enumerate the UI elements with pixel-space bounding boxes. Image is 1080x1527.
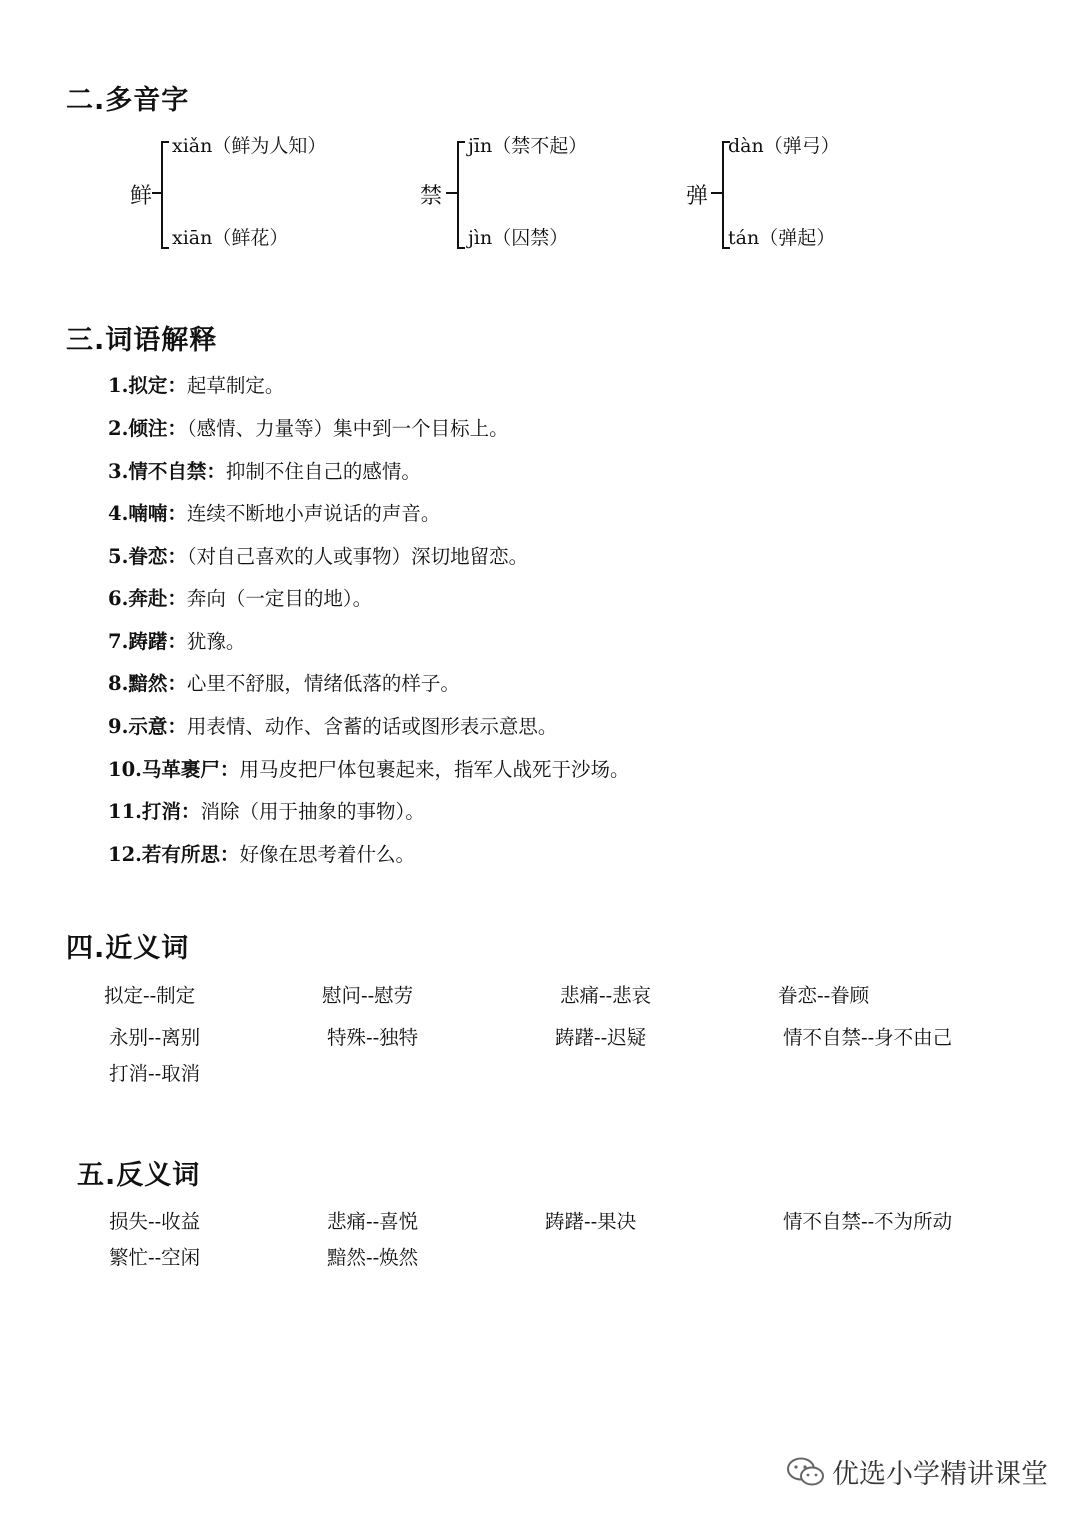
definition-text: 抑制不住自己的感情。 [225,460,421,483]
definition-item [108,754,629,782]
synonym-pair: 踌躇--迟疑 [555,1026,647,1049]
definition-term: 10.马革裹尸： [108,758,240,781]
synonym-pair: 眷恋--眷顾 [778,984,870,1007]
definition-item [108,839,415,867]
polyphone-char: 鲜 [130,184,153,209]
definition-text: 用表情、动作、含蓄的话或图形表示意思。 [186,715,558,738]
definition-text: 犹豫。 [186,630,246,653]
definition-item [108,370,284,398]
definition-text: 消除（用于抽象的事物）。 [200,800,425,823]
synonym-pair: 永别--离别 [109,1026,201,1049]
definition-term: 4.喃喃： [108,502,187,525]
definition-term: 5.眷恋： [108,545,187,568]
definition-text: 连续不断地小声说话的声音。 [186,502,441,525]
synonym-pair: 慰问--慰劳 [322,984,414,1007]
definition-term: 6.奔赴： [108,587,187,610]
definition-term: 9.示意： [108,715,187,738]
polyphone-char: 禁 [420,184,443,209]
polyphone-char: 弹 [686,184,709,209]
definition-item [108,456,421,484]
definition-item [108,796,425,824]
definition-item [108,626,245,654]
synonym-pair: 拟定--制定 [104,984,196,1007]
polyphone-reading-top: jīn（禁不起） [468,135,588,157]
antonym-pair: 踌躇--果决 [545,1210,637,1233]
definition-term: 1.拟定： [108,374,187,397]
watermark-text: 优选小学精讲课堂 [832,1459,1048,1490]
antonym-pair: 悲痛--喜悦 [327,1210,419,1233]
synonym-pair: 打消--取消 [109,1062,201,1085]
section-title-synonyms: 四.近义词 [66,933,190,964]
polyphone-reading-bottom: jìn（囚禁） [468,227,569,249]
definition-term: 8.黯然： [108,672,187,695]
watermark [786,1452,1048,1495]
antonym-pair: 繁忙--空闲 [109,1246,201,1269]
definition-text: 奔向（一定目的地）。 [186,587,373,610]
definition-item [108,413,509,441]
definition-term: 7.踌躇： [108,630,187,653]
polyphone-reading-top: dàn（弹弓） [728,135,840,157]
bracket [457,141,465,249]
synonym-pair: 特殊--独特 [327,1026,419,1049]
definition-item [108,498,440,526]
definition-text: 好像在思考着什么。 [239,843,415,866]
synonym-pair: 情不自禁--身不由己 [783,1026,953,1049]
synonym-pair: 悲痛--悲哀 [560,984,652,1007]
antonym-pair: 情不自禁--不为所动 [783,1210,953,1233]
wechat-icon [786,1456,826,1495]
polyphone-reading-bottom: xiān（鲜花） [172,227,289,249]
definition-text: （对自己喜欢的人或事物）深切地留恋。 [186,545,529,568]
polyphone-reading-bottom: tán（弹起） [728,227,836,249]
bracket [161,141,169,249]
antonym-pair: 黯然--焕然 [327,1246,419,1269]
definition-text: （感情、力量等）集中到一个目标上。 [186,417,509,440]
definition-term: 3.情不自禁： [108,460,226,483]
definition-item [108,583,372,611]
definition-item [108,711,557,739]
definition-item [108,541,528,569]
definition-text: 用马皮把尸体包裹起来，指军人战死于沙场。 [239,758,630,781]
definition-text: 起草制定。 [186,374,285,397]
definition-term: 11.打消： [108,800,201,823]
antonym-pair: 损失--收益 [109,1210,201,1233]
definition-text: 心里不舒服，情绪低落的样子。 [186,672,460,695]
section-title-antonyms: 五.反义词 [77,1160,201,1191]
polyphone-reading-top: xiǎn（鲜为人知） [172,135,327,157]
definition-term: 12.若有所思： [108,843,240,866]
section-title-definitions: 三.词语解释 [66,325,218,356]
definition-term: 2.倾注： [108,417,187,440]
definition-item [108,668,460,696]
section-title-polyphones: 二.多音字 [66,85,190,116]
